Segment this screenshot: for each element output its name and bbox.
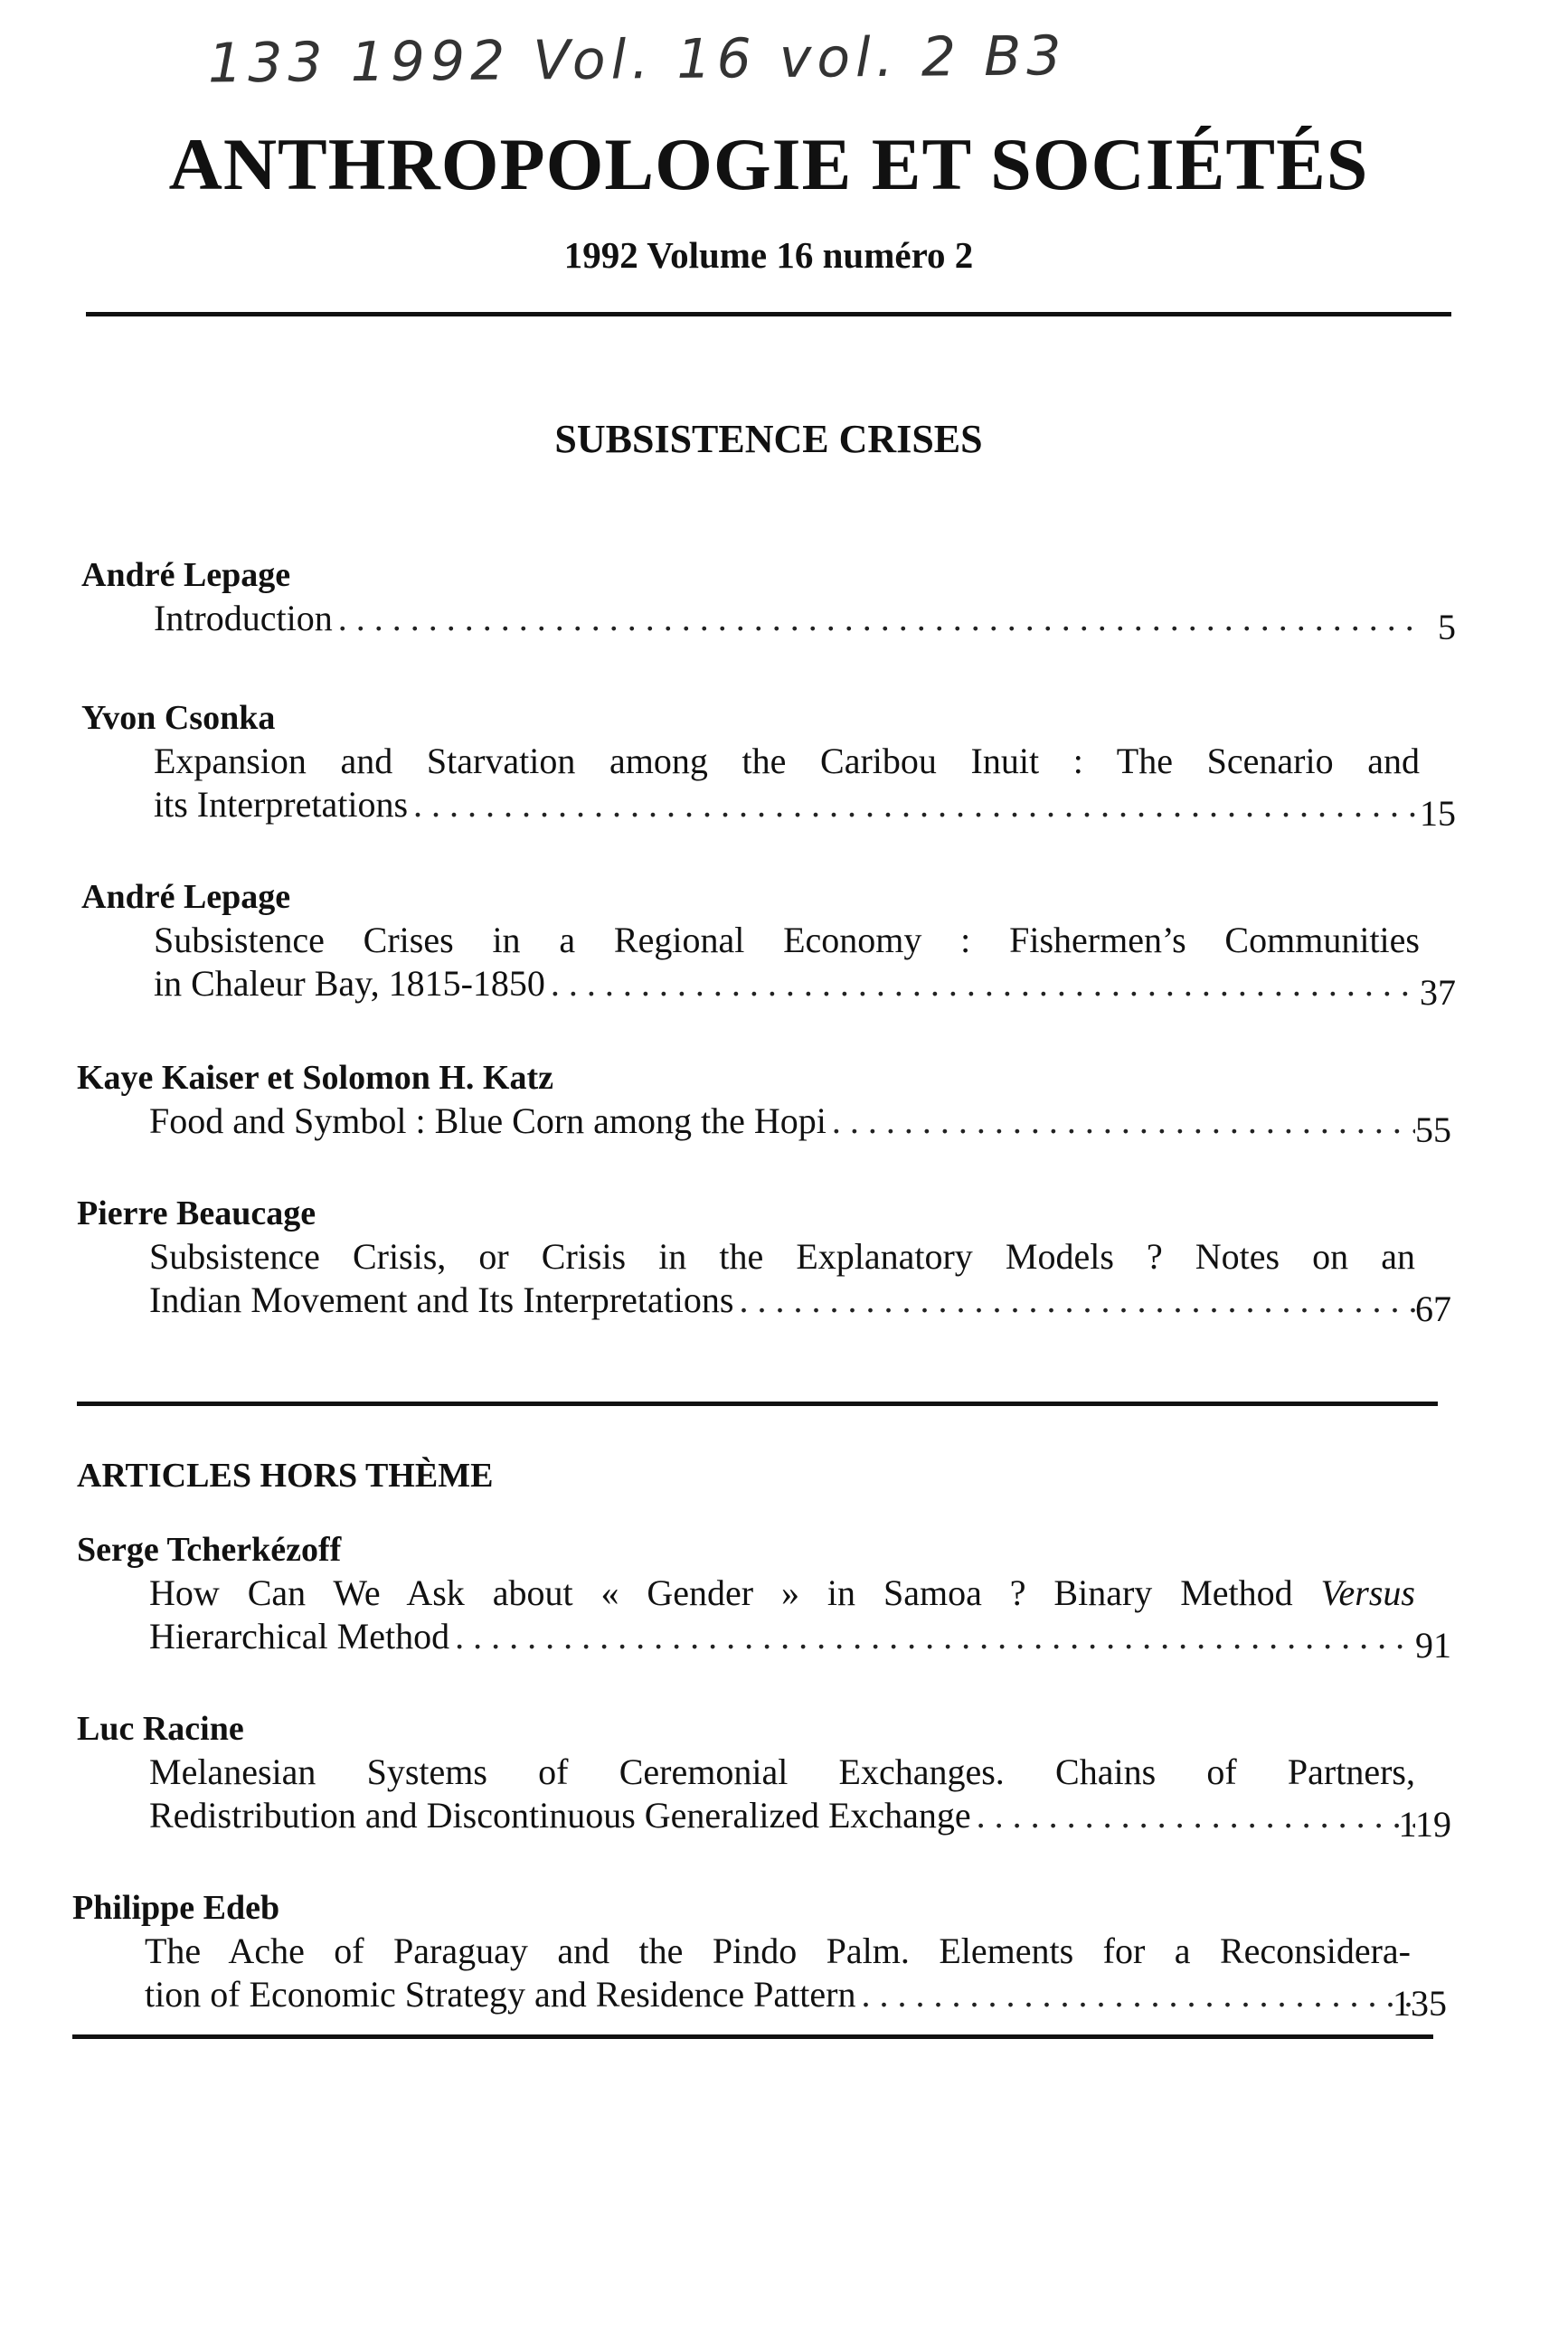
toc-entry [81,553,1456,647]
section-title: ARTICLES HORS THÈME [77,1457,494,1495]
entry-author: Luc Racine [77,1710,244,1748]
entry-page: 91 [1415,1625,1451,1666]
issue-info: 1992 Volume 16 numéro 2 [563,234,974,276]
divider-top [86,312,1451,316]
toc-entry [77,1056,1451,1150]
toc-entry [77,1528,1451,1666]
entry-title-line[interactable] [154,783,1420,826]
entry-author: André Lepage [81,878,291,916]
entry-title: Redistribution and Discontinuous Generalized Exchange [149,1795,971,1836]
leader-dots [861,1973,1411,2016]
entry-title-line[interactable]: Melanesian Systems of Ceremonial Exchanges. Chains of Partners, [149,1751,1415,1792]
entry-title-line[interactable] [149,1615,1415,1658]
entry-page: 55 [1415,1109,1451,1150]
entry-page: 15 [1420,793,1456,834]
entry-title-line[interactable] [149,1794,1415,1837]
entry-title: How Can We Ask about « Gender » in Samoa ? Binary Method [149,1572,1321,1613]
leader-dots [455,1615,1415,1658]
entry-author: Philippe Edeb [72,1889,280,1927]
entry-title-line[interactable] [149,1100,1415,1143]
entry-author: André Lepage [81,556,291,594]
entry-author: Kaye Kaiser et Solomon H. Katz [77,1059,554,1097]
entry-title-italic: Versus [1320,1572,1415,1613]
toc-entry [72,1886,1447,2024]
entry-title: its Interpretations [154,784,409,825]
entry-page: 37 [1420,972,1456,1013]
leader-dots [413,783,1420,826]
entry-title-line[interactable] [154,962,1420,1005]
entry-title: tion of Economic Strategy and Residence Pattern [145,1974,856,2015]
entry-title-line[interactable] [154,597,1420,640]
entry-author: Pierre Beaucage [77,1194,316,1232]
entry-title: Indian Movement and Its Interpretations [149,1279,734,1320]
divider-middle [77,1402,1438,1406]
entry-title: Food and Symbol : Blue Corn among the Hopi [149,1100,827,1141]
entry-title: Hierarchical Method [149,1616,450,1657]
leader-dots [338,597,1420,640]
entry-title-line[interactable]: The Ache of Paraguay and the Pindo Palm. Elements for a Reconsidera- [145,1930,1411,1971]
entry-author: Serge Tcherkézoff [77,1531,342,1569]
entry-title-line[interactable] [149,1279,1415,1322]
entry-page: 119 [1398,1804,1451,1845]
entry-title-line[interactable]: Subsistence Crisis, or Crisis in the Explanatory Models ? Notes on an [149,1236,1415,1277]
toc-entry [81,875,1456,1013]
entry-title-line[interactable] [145,1973,1411,2016]
leader-dots [739,1279,1415,1322]
theme-title: SUBSISTENCE CRISES [554,417,983,461]
leader-dots [551,962,1420,1005]
entry-page: 5 [1438,607,1456,647]
entry-page: 67 [1415,1288,1451,1329]
entry-title: in Chaleur Bay, 1815-1850 [154,963,545,1004]
toc-entry [81,696,1456,834]
handwritten-annotation: 133 1992 Vol. 16 vol. 2 B3 [207,24,1067,96]
divider-bottom [72,2034,1433,2039]
entry-title: Introduction [154,598,333,638]
entry-page: 135 [1393,1983,1447,2024]
toc-entry [77,1192,1451,1329]
leader-dots [832,1100,1415,1143]
leader-dots [977,1794,1415,1837]
toc-entry [77,1707,1451,1845]
entry-title-line[interactable] [149,1572,1415,1615]
journal-title: ANTHROPOLOGIE ET SOCIÉTÉS [168,123,1369,205]
entry-title-line[interactable]: Expansion and Starvation among the Caribou Inuit : The Scenario and [154,741,1420,781]
entry-author: Yvon Csonka [81,699,276,737]
entry-title-line[interactable]: Subsistence Crises in a Regional Economy : Fishermen’s Communities [154,920,1420,960]
